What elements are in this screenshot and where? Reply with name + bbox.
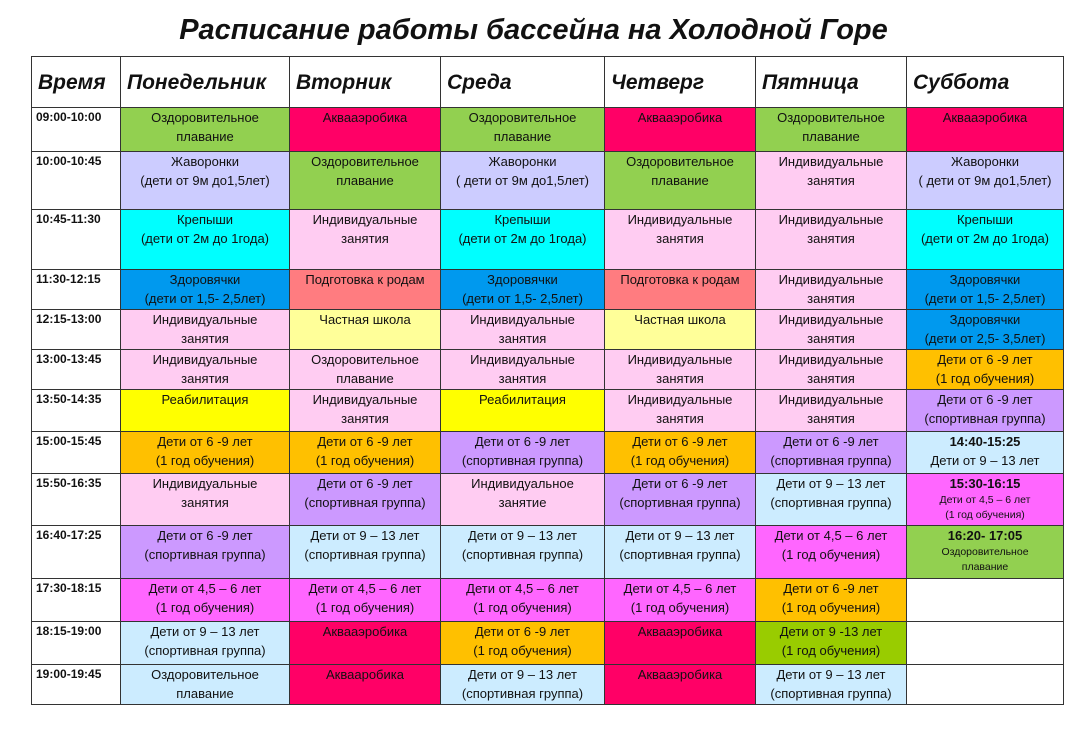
activity-name: Дети от 4,5 – 6 лет bbox=[623, 581, 737, 596]
activity-name: Индивидуальные bbox=[627, 392, 733, 407]
schedule-cell bbox=[756, 622, 907, 665]
activity-detail: (дети от 1,5- 2,5лет) bbox=[144, 291, 266, 306]
table-row bbox=[32, 108, 1064, 152]
activity-name: Подготовка к родам bbox=[620, 272, 740, 287]
activity-name: Дети от 9 – 13 лет bbox=[310, 528, 420, 543]
time-cell: 10:45-11:30 bbox=[32, 210, 121, 270]
activity-detail: (спортивная группа) bbox=[770, 495, 892, 510]
header-thursday: Четверг bbox=[605, 57, 756, 108]
time-cell: 12:15-13:00 bbox=[32, 310, 121, 350]
schedule-cell bbox=[441, 152, 605, 210]
activity-name: Дети от 4,5 – 6 лет bbox=[466, 581, 579, 596]
activity-detail: (1 год обучения) bbox=[473, 600, 572, 615]
activity-name: Аквааэробика bbox=[637, 667, 723, 682]
activity-detail: (1 год обучения) bbox=[781, 600, 881, 615]
time-cell: 13:00-13:45 bbox=[32, 350, 121, 390]
schedule-cell bbox=[756, 310, 907, 350]
schedule-cell bbox=[605, 622, 756, 665]
schedule-cell bbox=[441, 350, 605, 390]
schedule-cell bbox=[605, 579, 756, 622]
schedule-cell bbox=[290, 108, 441, 152]
schedule-cell bbox=[756, 432, 907, 474]
header-wednesday: Среда bbox=[441, 57, 605, 108]
activity-name: Реабилитация bbox=[479, 392, 566, 407]
activity-name: Оздоровительное bbox=[468, 110, 577, 125]
header-tuesday: Вторник bbox=[290, 57, 441, 108]
activity-detail: (1 год обучения) bbox=[155, 600, 255, 615]
activity-detail: занятия bbox=[807, 231, 855, 246]
activity-name: Дети от 6 -9 лет bbox=[937, 392, 1033, 407]
schedule-cell bbox=[441, 622, 605, 665]
activity-detail: плавание bbox=[802, 129, 860, 144]
activity-name: Жаворонки bbox=[171, 154, 239, 169]
schedule-cell bbox=[121, 432, 290, 474]
schedule-cell bbox=[756, 579, 907, 622]
schedule-cell bbox=[441, 474, 605, 526]
activity-detail: занятия bbox=[807, 411, 855, 426]
schedule-cell bbox=[605, 210, 756, 270]
activity-detail: плавание bbox=[493, 129, 552, 144]
activity-name: 14:40-15:25 bbox=[949, 434, 1021, 449]
activity-name: Индивидуальные bbox=[778, 312, 884, 327]
schedule-cell bbox=[121, 474, 290, 526]
activity-detail: занятия bbox=[498, 371, 547, 386]
schedule-cell bbox=[907, 665, 1064, 705]
schedule-cell bbox=[290, 432, 441, 474]
activity-detail: плавание bbox=[336, 173, 394, 188]
schedule-cell bbox=[756, 152, 907, 210]
schedule-cell bbox=[121, 390, 290, 432]
schedule-cell bbox=[605, 665, 756, 705]
activity-name: Дети от 6 -9 лет bbox=[474, 434, 571, 449]
activity-detail: (1 год обучения) bbox=[935, 371, 1035, 386]
schedule-cell bbox=[907, 579, 1064, 622]
schedule-cell bbox=[605, 390, 756, 432]
time-cell: 09:00-10:00 bbox=[32, 108, 121, 152]
activity-detail: (спортивная группа) bbox=[461, 686, 584, 701]
activity-detail-extra: (1 год обучения) bbox=[945, 509, 1025, 521]
activity-name: Здоровячки bbox=[949, 272, 1021, 287]
schedule-cell bbox=[605, 270, 756, 310]
activity-name: Дети от 9 – 13 лет bbox=[776, 667, 886, 682]
time-cell: 18:15-19:00 bbox=[32, 622, 121, 665]
activity-detail: (дети от 1,5- 2,5лет) bbox=[462, 291, 583, 306]
activity-detail: (дети от 2м до 1года) bbox=[920, 231, 1050, 246]
table-row bbox=[32, 526, 1064, 579]
activity-detail: занятие bbox=[498, 495, 547, 510]
schedule-cell bbox=[290, 474, 441, 526]
time-cell: 13:50-14:35 bbox=[32, 390, 121, 432]
activity-name: Крепыши bbox=[494, 212, 551, 227]
activity-name: Дети от 6 -9 лет bbox=[474, 624, 571, 639]
schedule-cell bbox=[121, 622, 290, 665]
schedule-cell bbox=[907, 310, 1064, 350]
schedule-cell bbox=[121, 526, 290, 579]
activity-name: Дети от 6 -9 лет bbox=[632, 476, 728, 491]
activity-detail: (1 год обучения) bbox=[315, 453, 415, 468]
schedule-table bbox=[31, 56, 1064, 705]
activity-detail: плавание bbox=[176, 686, 234, 701]
activity-name: Дети от 9 – 13 лет bbox=[467, 528, 578, 543]
page-title: Расписание работы бассейна на Холодной Горе bbox=[179, 14, 888, 46]
activity-name: Индивидуальные bbox=[312, 392, 418, 407]
schedule-cell bbox=[290, 579, 441, 622]
activity-detail: (спортивная группа) bbox=[304, 547, 426, 562]
activity-detail: (спортивная группа) bbox=[144, 547, 266, 562]
activity-detail: (дети от 2м до 1года) bbox=[458, 231, 587, 246]
activity-detail: (1 год обучения) bbox=[473, 643, 572, 658]
schedule-cell bbox=[605, 474, 756, 526]
table-row bbox=[32, 350, 1064, 390]
schedule-cell bbox=[290, 310, 441, 350]
table-row bbox=[32, 152, 1064, 210]
activity-name: Дети от 9 – 13 лет bbox=[150, 624, 260, 639]
schedule-cell bbox=[290, 210, 441, 270]
activity-name: Индивидуальные bbox=[778, 392, 884, 407]
activity-name: Индивидуальное bbox=[471, 476, 574, 491]
schedule-cell bbox=[756, 526, 907, 579]
table-row bbox=[32, 390, 1064, 432]
schedule-cell bbox=[441, 665, 605, 705]
schedule-cell bbox=[121, 350, 290, 390]
activity-detail: занятия bbox=[181, 495, 229, 510]
activity-name: Частная школа bbox=[319, 312, 411, 327]
schedule-cell bbox=[441, 390, 605, 432]
activity-name: Аквааэробика bbox=[322, 624, 408, 639]
activity-detail: занятия bbox=[181, 331, 229, 346]
schedule-cell bbox=[756, 474, 907, 526]
activity-name: Аквааэробика bbox=[637, 624, 723, 639]
schedule-cell bbox=[121, 579, 290, 622]
schedule-cell bbox=[121, 665, 290, 705]
header-friday: Пятница bbox=[756, 57, 907, 108]
table-row bbox=[32, 270, 1064, 310]
schedule-cell bbox=[605, 310, 756, 350]
activity-name: Дети от 9 – 13 лет bbox=[776, 476, 886, 491]
activity-detail: плавание bbox=[176, 129, 234, 144]
schedule-cell bbox=[756, 350, 907, 390]
activity-name: Крепыши bbox=[956, 212, 1014, 227]
time-cell: 11:30-12:15 bbox=[32, 270, 121, 310]
activity-name: Индивидуальные bbox=[778, 272, 884, 287]
activity-name: Индивидуальные bbox=[778, 212, 884, 227]
activity-name: Индивидуальные bbox=[152, 352, 258, 367]
schedule-cell bbox=[756, 390, 907, 432]
activity-name: Крепыши bbox=[176, 212, 234, 227]
schedule-cell bbox=[441, 526, 605, 579]
activity-name: Оздоровительное bbox=[151, 110, 259, 125]
activity-detail: (1 год обучения) bbox=[315, 600, 415, 615]
schedule-cell bbox=[907, 152, 1064, 210]
table-row bbox=[32, 474, 1064, 526]
activity-name: Дети от 6 -9 лет bbox=[157, 528, 253, 543]
activity-name: Индивидуальные bbox=[778, 352, 884, 367]
activity-detail: (спортивная группа) bbox=[619, 547, 741, 562]
table-row bbox=[32, 579, 1064, 622]
schedule-cell bbox=[605, 152, 756, 210]
activity-name: Дети от 4,5 – 6 лет bbox=[148, 581, 262, 596]
schedule-cell bbox=[907, 526, 1064, 579]
activity-name: 15:30-16:15 bbox=[949, 476, 1021, 491]
schedule-cell bbox=[121, 310, 290, 350]
activity-detail: занятия bbox=[341, 231, 389, 246]
schedule-cell bbox=[441, 310, 605, 350]
table-row bbox=[32, 310, 1064, 350]
schedule-cell bbox=[121, 270, 290, 310]
activity-name: Частная школа bbox=[634, 312, 726, 327]
activity-name: Аквааэробика bbox=[322, 110, 408, 125]
schedule-cell bbox=[605, 350, 756, 390]
activity-name: Дети от 4,5 – 6 лет bbox=[774, 528, 888, 543]
activity-detail: плавание bbox=[651, 173, 709, 188]
schedule-cell bbox=[290, 622, 441, 665]
activity-name: Аквааэробика bbox=[942, 110, 1028, 125]
activity-detail: занятия bbox=[341, 411, 389, 426]
activity-detail: занятия bbox=[656, 231, 704, 246]
activity-detail: (1 год обучения) bbox=[630, 600, 730, 615]
activity-detail: (спортивная группа) bbox=[461, 547, 584, 562]
schedule-cell bbox=[907, 210, 1064, 270]
activity-name: Аквааробика bbox=[326, 667, 404, 682]
activity-detail: плавание bbox=[336, 371, 394, 386]
activity-detail-extra: плавание bbox=[961, 561, 1009, 573]
activity-name: Дети от 6 -9 лет bbox=[783, 581, 879, 596]
activity-detail: (1 год обучения) bbox=[781, 643, 881, 658]
activity-name: Индивидуальные bbox=[627, 352, 733, 367]
schedule-cell bbox=[756, 665, 907, 705]
schedule-cell bbox=[290, 665, 441, 705]
schedule-cell bbox=[907, 350, 1064, 390]
schedule-cell bbox=[290, 526, 441, 579]
table-row bbox=[32, 432, 1064, 474]
activity-detail: занятия bbox=[181, 371, 229, 386]
header-saturday: Суббота bbox=[907, 57, 1064, 108]
activity-detail: (спортивная группа) bbox=[304, 495, 426, 510]
activity-name: Дети от 6 -9 лет bbox=[157, 434, 253, 449]
schedule-cell bbox=[441, 270, 605, 310]
activity-name: Оздоровительное bbox=[626, 154, 734, 169]
activity-detail: (спортивная группа) bbox=[770, 686, 892, 701]
schedule-cell bbox=[907, 108, 1064, 152]
schedule-cell bbox=[907, 270, 1064, 310]
activity-name: 16:20- 17:05 bbox=[947, 528, 1023, 543]
activity-name: Индивидуальные bbox=[312, 212, 418, 227]
schedule-cell bbox=[907, 390, 1064, 432]
schedule-cell bbox=[907, 432, 1064, 474]
activity-name: Оздоровительное bbox=[151, 667, 259, 682]
activity-detail: (спортивная группа) bbox=[924, 411, 1046, 426]
schedule-cell bbox=[121, 210, 290, 270]
activity-detail: (дети от 2,5- 3,5лет) bbox=[924, 331, 1046, 346]
activity-detail: занятия bbox=[807, 331, 855, 346]
activity-detail: (спортивная группа) bbox=[461, 453, 584, 468]
activity-name: Здоровячки bbox=[169, 272, 241, 287]
activity-detail: (дети от 2м до 1года) bbox=[140, 231, 270, 246]
activity-detail: Дети от 9 – 13 лет bbox=[930, 453, 1040, 468]
time-cell: 15:00-15:45 bbox=[32, 432, 121, 474]
table-row bbox=[32, 665, 1064, 705]
schedule-cell bbox=[605, 432, 756, 474]
time-cell: 16:40-17:25 bbox=[32, 526, 121, 579]
activity-name: Индивидуальные bbox=[152, 312, 258, 327]
activity-detail: занятия bbox=[807, 371, 855, 386]
activity-name: Оздоровительное bbox=[311, 154, 419, 169]
header-monday: Понедельник bbox=[121, 57, 290, 108]
activity-name: Дети от 9 – 13 лет bbox=[467, 667, 578, 682]
activity-name: Дети от 9 – 13 лет bbox=[625, 528, 735, 543]
activity-name: Реабилитация bbox=[161, 392, 249, 407]
activity-name: Дети от 6 -9 лет bbox=[632, 434, 728, 449]
table-row bbox=[32, 210, 1064, 270]
activity-name: Дети от 6 -9 лет bbox=[317, 476, 413, 491]
activity-name: Здоровячки bbox=[949, 312, 1021, 327]
activity-detail: (дети от 1,5- 2,5лет) bbox=[924, 291, 1046, 306]
activity-detail: (дети от 9м до1,5лет) bbox=[140, 173, 270, 188]
activity-detail: (1 год обучения) bbox=[155, 453, 255, 468]
activity-name: Дети от 6 -9 лет bbox=[783, 434, 879, 449]
activity-detail: занятия bbox=[656, 371, 704, 386]
schedule-cell bbox=[441, 108, 605, 152]
activity-detail: занятия bbox=[807, 291, 855, 306]
activity-detail: (1 год обучения) bbox=[781, 547, 881, 562]
schedule-cell bbox=[756, 270, 907, 310]
schedule-cell bbox=[441, 210, 605, 270]
activity-name: Дети от 9 -13 лет bbox=[779, 624, 883, 639]
schedule-cell bbox=[907, 622, 1064, 665]
activity-detail: (спортивная группа) bbox=[770, 453, 892, 468]
activity-name: Жаворонки bbox=[951, 154, 1019, 169]
activity-detail: занятия bbox=[807, 173, 855, 188]
schedule-cell bbox=[756, 108, 907, 152]
schedule-cell bbox=[441, 432, 605, 474]
activity-name: Индивидуальные bbox=[778, 154, 884, 169]
table-row bbox=[32, 622, 1064, 665]
activity-detail: (спортивная группа) bbox=[144, 643, 266, 658]
activity-detail: Оздоровительное bbox=[941, 546, 1029, 558]
activity-name: Индивидуальные bbox=[470, 352, 575, 367]
header-time: Время bbox=[32, 57, 121, 108]
activity-name: Индивидуальные bbox=[470, 312, 575, 327]
activity-name: Аквааэробика bbox=[637, 110, 723, 125]
activity-detail: занятия bbox=[498, 331, 547, 346]
activity-name: Индивидуальные bbox=[152, 476, 258, 491]
schedule-cell bbox=[605, 108, 756, 152]
schedule-cell bbox=[290, 350, 441, 390]
activity-detail: (1 год обучения) bbox=[630, 453, 730, 468]
activity-detail: Дети от 4,5 – 6 лет bbox=[939, 494, 1031, 506]
activity-name: Оздоровительное bbox=[777, 110, 885, 125]
activity-detail: (спортивная группа) bbox=[619, 495, 741, 510]
schedule-cell bbox=[290, 152, 441, 210]
schedule-cell bbox=[121, 152, 290, 210]
activity-name: Подготовка к родам bbox=[305, 272, 425, 287]
activity-detail: ( дети от 9м до1,5лет) bbox=[456, 173, 589, 188]
activity-name: Здоровячки bbox=[487, 272, 558, 287]
schedule-cell bbox=[756, 210, 907, 270]
schedule-cell bbox=[121, 108, 290, 152]
schedule-cell bbox=[907, 474, 1064, 526]
schedule-cell bbox=[605, 526, 756, 579]
time-cell: 17:30-18:15 bbox=[32, 579, 121, 622]
activity-name: Дети от 4,5 – 6 лет bbox=[308, 581, 422, 596]
activity-detail: занятия bbox=[656, 411, 704, 426]
time-cell: 15:50-16:35 bbox=[32, 474, 121, 526]
time-cell: 10:00-10:45 bbox=[32, 152, 121, 210]
schedule-cell bbox=[441, 579, 605, 622]
schedule-cell bbox=[290, 270, 441, 310]
activity-name: Оздоровительное bbox=[311, 352, 419, 367]
schedule-cell bbox=[290, 390, 441, 432]
header-row bbox=[32, 57, 1064, 108]
activity-name: Дети от 6 -9 лет bbox=[937, 352, 1033, 367]
time-cell: 19:00-19:45 bbox=[32, 665, 121, 705]
activity-name: Индивидуальные bbox=[627, 212, 733, 227]
activity-name: Жаворонки bbox=[488, 154, 557, 169]
activity-name: Дети от 6 -9 лет bbox=[317, 434, 413, 449]
activity-detail: ( дети от 9м до1,5лет) bbox=[918, 173, 1052, 188]
